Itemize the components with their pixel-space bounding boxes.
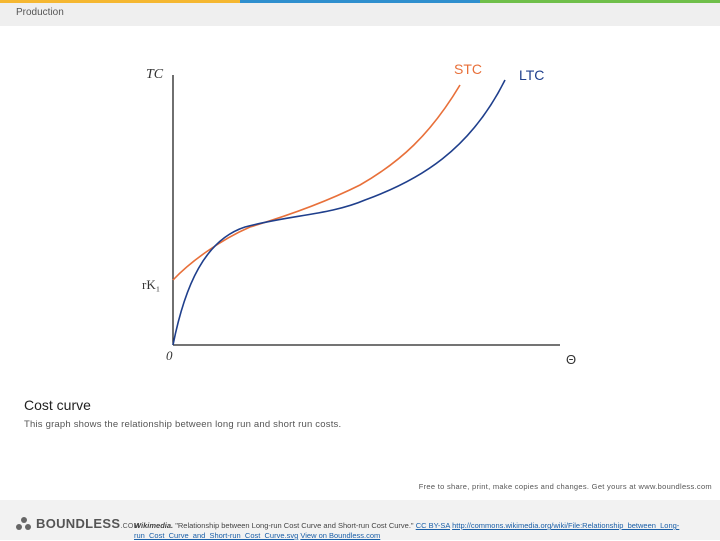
stc-curve: [173, 85, 460, 280]
cost-curve-diagram: [0, 40, 720, 380]
boundless-logo[interactable]: [16, 516, 140, 531]
ltc-curve: [173, 80, 505, 345]
source-link[interactable]: http://commons.wikimedia.org/wiki/File:Relationship_between_Long-run_Cost_Curve_and_Short-run_Cost_Curve.svg: [134, 521, 680, 540]
share-notice: Free to share, print, make copies and changes. Get yours at www.boundless.com: [418, 482, 712, 491]
accent-stripe-yellow: [0, 0, 240, 3]
license-link[interactable]: CC BY-SA: [415, 521, 451, 530]
caption-text: This graph shows the relationship between long run and short run costs.: [24, 419, 342, 430]
accent-stripe-green: [480, 0, 720, 3]
caption-title: Cost curve: [24, 397, 91, 413]
x-axis-label: Θ: [566, 352, 577, 367]
accent-stripe-blue: [240, 0, 480, 3]
origin-label: 0: [166, 348, 173, 363]
y-axis-label: TC: [146, 67, 164, 82]
stc-label: STC: [454, 61, 482, 77]
attribution: [134, 521, 714, 541]
view-on-boundless-link[interactable]: View on Boundless.com: [300, 531, 381, 540]
logo-text: BOUNDLESS.COM: [36, 516, 140, 531]
intercept-label: rK₁: [142, 277, 161, 292]
ltc-label: LTC: [519, 67, 545, 83]
header-bar: [0, 0, 720, 26]
citation-text: "Relationship between Long-run Cost Curve and Short-run Cost Curve.": [175, 521, 414, 530]
source-name: Wikimedia.: [134, 521, 174, 530]
section-label: Production: [16, 7, 64, 18]
logo-icon: [16, 517, 32, 531]
